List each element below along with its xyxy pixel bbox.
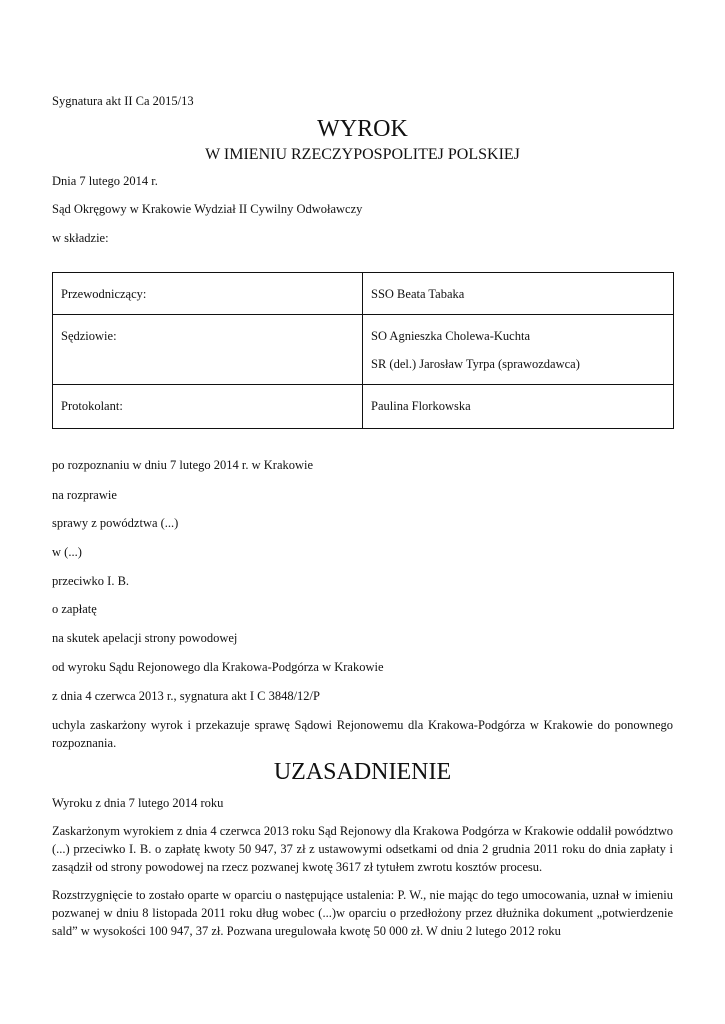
justification-subtitle: Wyroku z dnia 7 lutego 2014 roku: [52, 796, 224, 810]
justification-paragraph: Rozstrzygnięcie to zostało oparte w oparciu o następujące ustalenia: P. W., nie mając do tego umocowania, uznał w imieniu pozwanej w dniu 8 listopada 2011 roku dług wobec (...)w oparciu o przedłożony przez dłużnika dokument „potwierdzenie sald” w wysokości 100 947, 37 zł. Pozwana uregulowała kwotę 50 000 zł. W dniu 2 lutego 2012 roku: [52, 888, 673, 938]
proceedings-line: w (...): [52, 545, 82, 559]
table-row: [53, 273, 674, 315]
role-label: Przewodniczący:: [61, 287, 147, 301]
person-name: SR (del.) Jarosław Tyrpa (sprawozdawca): [371, 357, 580, 371]
proceedings-line: z dnia 4 czerwca 2013 r., sygnatura akt I C 3848/12/P: [52, 689, 320, 703]
names-cell: [363, 273, 674, 315]
judgment-title: WYROK: [317, 116, 408, 142]
names-cell: [363, 315, 674, 385]
role-cell: [53, 315, 363, 385]
names-cell: [363, 385, 674, 429]
role-label: Sędziowie:: [61, 329, 117, 343]
role-cell: [53, 385, 363, 429]
role-label: Protokolant:: [61, 399, 123, 413]
person-name: Paulina Florkowska: [371, 399, 471, 413]
role-cell: [53, 273, 363, 315]
composition-table: [52, 272, 674, 429]
table-row: [53, 315, 674, 385]
composition-intro: w składzie:: [52, 231, 109, 245]
judgment-date: Dnia 7 lutego 2014 r.: [52, 174, 158, 188]
table-row: [53, 385, 674, 429]
proceedings-line: o zapłatę: [52, 602, 97, 616]
judgment-subtitle: W IMIENIU RZECZYPOSPOLITEJ POLSKIEJ: [205, 146, 520, 163]
proceedings-line: na skutek apelacji strony powodowej: [52, 631, 238, 645]
person-name: SSO Beata Tabaka: [371, 287, 465, 301]
proceedings-line: po rozpoznaniu w dniu 7 lutego 2014 r. w Krakowie: [52, 458, 314, 472]
ruling-text: uchyla zaskarżony wyrok i przekazuje sprawę Sądowi Rejonowemu dla Krakowa-Podgórza w Krakowie do ponownego rozpoznania.: [52, 718, 673, 750]
court-name: Sąd Okręgowy w Krakowie Wydział II Cywilny Odwoławczy: [52, 202, 363, 216]
person-name: SO Agnieszka Cholewa-Kuchta: [371, 329, 530, 343]
proceedings-line: przeciwko I. B.: [52, 574, 130, 588]
proceedings-line: na rozprawie: [52, 488, 117, 502]
case-signature: Sygnatura akt II Ca 2015/13: [52, 94, 194, 108]
justification-paragraph: Zaskarżonym wyrokiem z dnia 4 czerwca 2013 roku Sąd Rejonowy dla Krakowa Podgórza w Krakowie oddalił powództwo (...) przeciwko I. B. o zapłatę kwoty 50 947, 37 zł z ustawowymi odsetkami od dnia 2 grudnia 2011 roku do dnia zapłaty i zasądził od strony powodowej na rzecz pozwanej kwotę 3617 zł tytułem zwrotu kosztów procesu.: [52, 824, 673, 874]
proceedings-line: od wyroku Sądu Rejonowego dla Krakowa-Podgórza w Krakowie: [52, 660, 384, 674]
proceedings-line: sprawy z powództwa (...): [52, 516, 179, 530]
justification-title: UZASADNIENIE: [273, 759, 452, 785]
